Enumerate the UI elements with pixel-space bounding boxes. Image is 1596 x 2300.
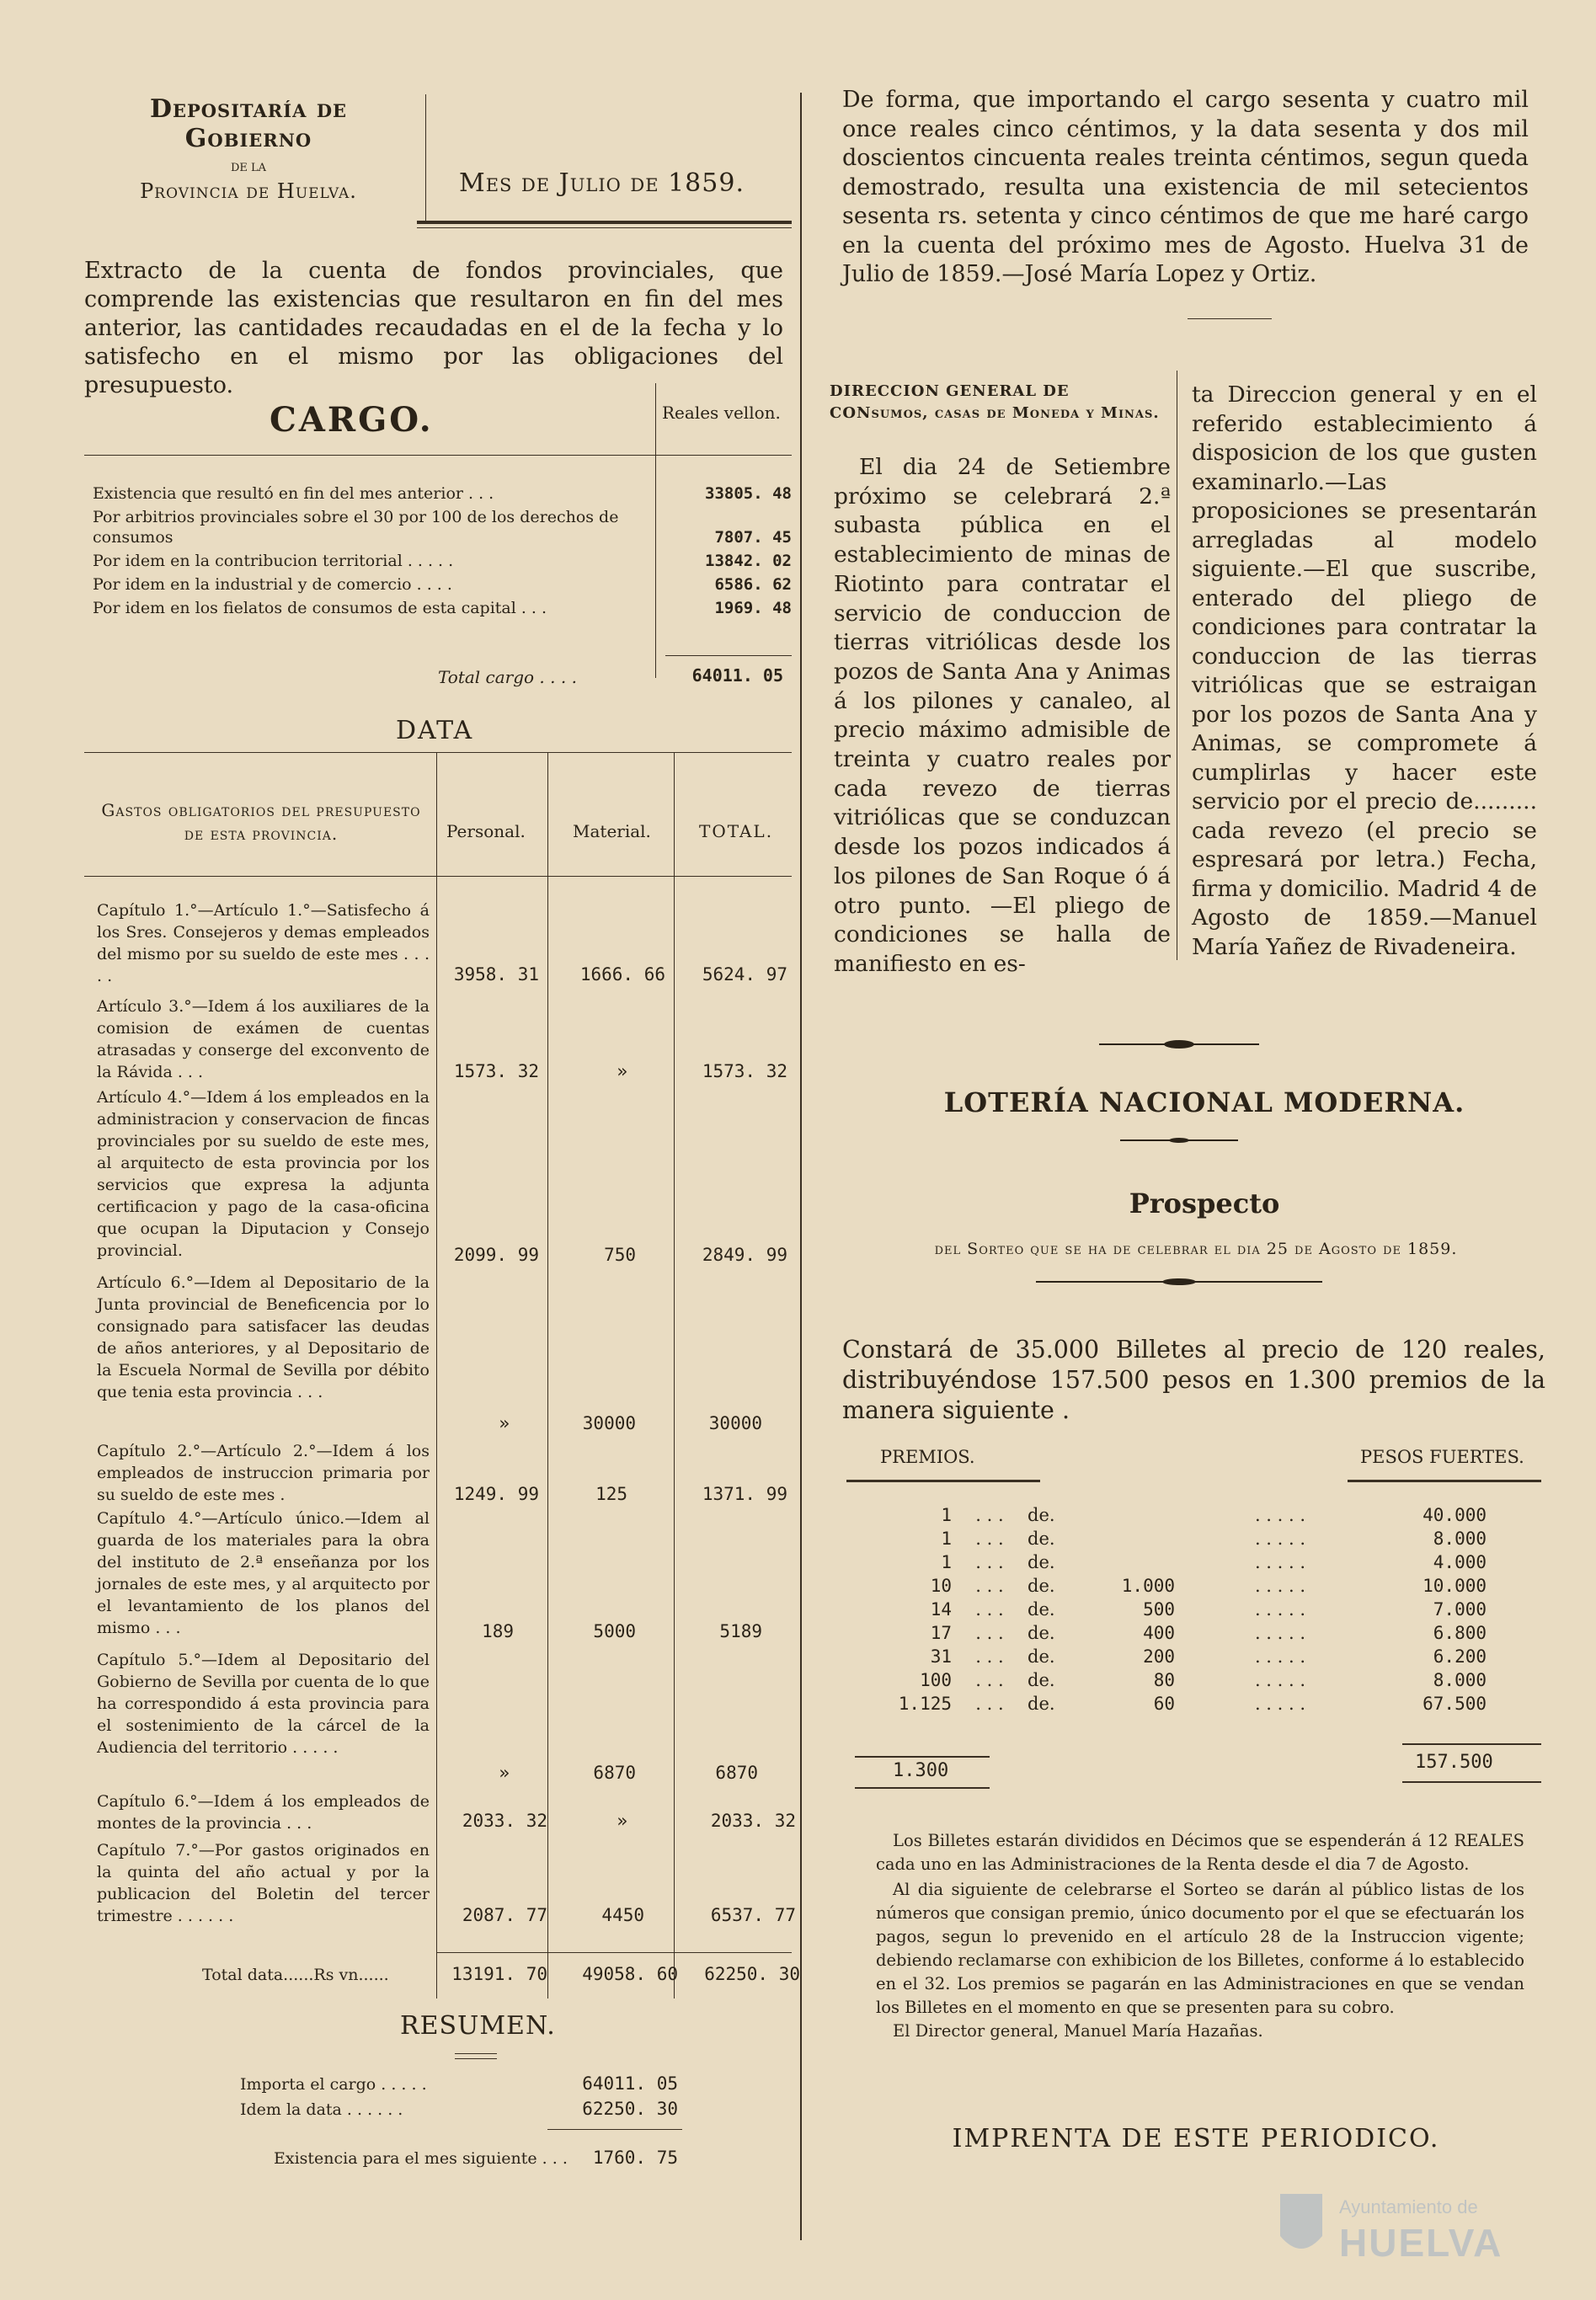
prize-total: 40.000 xyxy=(1423,1505,1487,1525)
org-line2: DE LA xyxy=(230,162,267,174)
prize-count: 31 xyxy=(930,1646,952,1667)
prize-de: de. xyxy=(1028,1552,1055,1572)
data-row-label: Artículo 6.°—Idem al Depositario de la Junta provincial de Beneficencia por lo consignado para satisfacer las deudas de años anteriores, y al Depositario de la Escuela Normal de Sevilla por débito que tenia esta provincia . . . xyxy=(97,1273,430,1401)
data-row-material: 750 xyxy=(604,1245,636,1265)
data-row-personal: 2099. 99 xyxy=(453,1245,539,1265)
data-row-personal: 3958. 31 xyxy=(453,964,539,985)
month-rule xyxy=(417,221,792,224)
resumen-rule xyxy=(455,2058,497,2059)
data-row-material: 1666. 66 xyxy=(579,964,665,985)
prize-pesos-bottom-rule xyxy=(1402,1781,1541,1783)
gastos-header: Gastos obligatorios del presupuesto de esta provincia. xyxy=(101,800,421,844)
prize-dots: . . . . . xyxy=(1254,1694,1306,1714)
lottery-note: Los Billetes estarán divididos en Décimos que se espenderán á 12 REALES cada uno en las Administraciones de la Renta desde el dia 7 de Agosto. xyxy=(876,1831,1524,1874)
data-row-label: Capítulo 1.°—Artículo 1.°—Satisfecho á los Sres. Consejeros y demas empleados del mismo por su sueldo de este mes . . . . . xyxy=(97,901,430,985)
resumen-rule xyxy=(455,2053,497,2054)
watermark-line1: Ayuntamiento de xyxy=(1339,2196,1478,2217)
prize-table xyxy=(876,1503,1516,1716)
prize-amount: 60 xyxy=(1153,1694,1175,1714)
cargo-row-label: Por idem en los fielatos de consumos de esta capital . . . xyxy=(93,599,547,617)
prize-total: 10.000 xyxy=(1423,1576,1487,1596)
prize-count: 100 xyxy=(920,1670,952,1690)
data-row-total: 30000 xyxy=(708,1413,762,1433)
ornament-rule-3 xyxy=(1036,1273,1322,1289)
prize-de: de. xyxy=(1028,1694,1055,1714)
data-row-material: 30000 xyxy=(582,1413,636,1433)
prize-dots: . . . xyxy=(975,1623,1004,1643)
cargo-row-value: 1969. 48 xyxy=(714,599,792,617)
prize-row xyxy=(876,1692,1516,1716)
data-row-personal: 1249. 99 xyxy=(453,1484,539,1504)
prize-row xyxy=(876,1645,1516,1668)
prize-dots: . . . . . xyxy=(1254,1505,1306,1525)
prize-total: 67.500 xyxy=(1423,1694,1487,1714)
cargo-title: CARGO. xyxy=(270,400,434,440)
data-row-total: 5624. 97 xyxy=(702,964,787,985)
ornament-icon xyxy=(1036,1278,1322,1286)
prize-total-bottom-rule xyxy=(855,1787,990,1789)
cargo-row xyxy=(93,598,792,618)
data-row-material: » xyxy=(617,1061,627,1081)
ornament-icon xyxy=(1099,1038,1259,1050)
data-row-label: Artículo 3.°—Idem á los auxiliares de la comision de exámen de cuentas atrasadas y conserge del exconvento de la Rávida . . . xyxy=(97,997,430,1081)
data-row-personal: 189 xyxy=(482,1621,514,1641)
col-personal-header: Personal. xyxy=(446,821,526,841)
cargo-row-value: 13842. 02 xyxy=(705,552,792,570)
month-rule-thin xyxy=(417,227,792,228)
prospecto-title: Prospecto xyxy=(1129,1187,1280,1219)
prize-count-total-rule xyxy=(855,1756,990,1758)
data-row-label: Capítulo 7.°—Por gastos originados en la quinta del año actual y por la publicacion del Boletin del tercer trimestre . . . . . . xyxy=(97,1841,430,1925)
prize-dots: . . . xyxy=(975,1694,1004,1714)
prize-count: 1 xyxy=(941,1505,952,1525)
header-org xyxy=(84,94,413,203)
prize-amount: 400 xyxy=(1143,1623,1175,1643)
cargo-row xyxy=(93,551,792,571)
prize-count: 1 xyxy=(941,1552,952,1572)
ornament-icon xyxy=(1120,1136,1238,1145)
sorteo-line: del Sorteo que se ha de celebrar el dia 25 de Agosto de 1859. xyxy=(934,1240,1458,1258)
prize-dots: . . . . . xyxy=(1254,1599,1306,1620)
data-row-total: 6537. 77 xyxy=(710,1905,796,1925)
prize-dots: . . . xyxy=(975,1670,1004,1690)
data-row-material: 5000 xyxy=(593,1621,636,1641)
data-total-total: 62250. 30 xyxy=(704,1964,800,1984)
data-row-material: 125 xyxy=(595,1484,627,1504)
cargo-header-rule xyxy=(84,455,792,456)
data-row-personal: » xyxy=(499,1763,510,1783)
closing-paragraph: De forma, que importando el cargo sesenta y cuatro mil once reales cinco céntimos, y la data sesenta y dos mil doscientos cincuenta reales treinta céntimos, segun queda demostrado, resulta una existencia de mil setecientos sesenta rs. setenta y cinco céntimos de que me haré cargo en la cuenta del próximo mes de Agosto. Huelva 31 de Julio de 1859.—José María Lopez y Ortiz. xyxy=(842,87,1529,287)
mines-left-text: El dia 24 de Setiembre próximo se celebrará 2.ª subasta pública en el establecimiento de minas de Riotinto para contratar el servicio de conduccion de tierras vitriólicas desde los pozos de Santa Ana y Animas á los pilones y canaleo, al precio máximo admisible de treinta y cuatro reales por cada revezo de tierras vitriólicas que se conduzcan desde los pozos indicados á los pilones de San Roque ó á otro punto. —El pliego de condiciones se halla de manifiesto en es- xyxy=(834,454,1171,977)
col-premios-header: PREMIOS. xyxy=(880,1447,975,1467)
data-row-material: » xyxy=(617,1811,627,1831)
data-total-rule xyxy=(436,1952,792,1953)
data-total-label: Total data......Rs vn...... xyxy=(202,1966,389,1984)
prize-total-pesos: 157.500 xyxy=(1415,1752,1493,1773)
data-col-rule-3 xyxy=(674,752,675,1998)
prize-dots: . . . xyxy=(975,1599,1004,1620)
col-total-header: TOTAL. xyxy=(699,821,774,841)
data-header-top-rule xyxy=(84,752,792,753)
prize-count: 1 xyxy=(941,1529,952,1549)
resumen-data-value: 62250. 30 xyxy=(582,2099,678,2119)
data-col-rule-2 xyxy=(547,752,548,1998)
data-row-total: 6870 xyxy=(715,1763,758,1783)
lottery-title: LOTERÍA NACIONAL MODERNA. xyxy=(943,1086,1465,1118)
prize-row xyxy=(876,1574,1516,1598)
prize-de: de. xyxy=(1028,1529,1055,1549)
prize-total: 7.000 xyxy=(1433,1599,1487,1620)
prize-amount: 200 xyxy=(1143,1646,1175,1667)
prize-de: de. xyxy=(1028,1599,1055,1620)
data-title: DATA xyxy=(396,716,474,745)
data-row-label: Capítulo 2.°—Artículo 2.°—Idem á los empleados de instruccion primaria por su sueldo de este mes . xyxy=(97,1442,430,1504)
cargo-row xyxy=(93,574,792,595)
cargo-total-value: 64011. 05 xyxy=(691,665,783,686)
cargo-total-rule xyxy=(665,655,792,656)
lottery-note: Al dia siguiente de celebrarse el Sorteo se darán al público listas de los números que consigan premio, único documento por el que se efectuarán los pagos, segun lo prevenido en el artículo 28 de la Instruccion vigente; debiendo reclamarse con exhibicion de los Billetes, conforme á lo establecido en el 32. Los premios se pagarán en las Administraciones en que se vendan los Billetes en el momento en que se presenten para su cobro. xyxy=(876,1880,1524,2017)
prize-amount xyxy=(1078,1527,1175,1550)
prize-de: de. xyxy=(1028,1576,1055,1596)
prize-pesos-total-rule xyxy=(1402,1743,1541,1745)
cargo-table xyxy=(93,483,792,622)
prize-dots: . . . . . xyxy=(1254,1623,1306,1643)
data-row-label: Artículo 4.°—Idem á los empleados en la administracion y conservacion de fincas provinciales por su sueldo de este mes, al arquitecto de esta provincia por los servicios que expresa la adjunta certificacion y pago de la casa-oficina que ocupan la Diputacion y Consejo provincial. xyxy=(97,1088,430,1260)
cargo-row-value: 6586. 62 xyxy=(714,575,792,594)
prize-row xyxy=(876,1550,1516,1574)
prize-count: 17 xyxy=(930,1623,952,1643)
prize-dots: . . . xyxy=(975,1576,1004,1596)
data-row-label: Capítulo 5.°—Idem al Depositario del Gobierno de Sevilla por cuenta de lo que ha correspondido á esta provincia para el sostenimiento de la cárcel de la Audiencia del territorio . . . . . xyxy=(97,1651,430,1757)
prize-de: de. xyxy=(1028,1670,1055,1690)
resumen-total-rule xyxy=(547,2129,682,2130)
prize-amount xyxy=(1078,1503,1175,1527)
prize-dots: . . . . . xyxy=(1254,1529,1306,1549)
pesos-rule xyxy=(1348,1480,1541,1482)
cargo-row-label: Por arbitrios provinciales sobre el 30 por 100 de los derechos de consumos xyxy=(93,508,619,547)
prize-amount: 80 xyxy=(1153,1670,1175,1690)
prize-total: 8.000 xyxy=(1433,1670,1487,1690)
lottery-intro: Constará de 35.000 Billetes al precio de 120 reales, distribuyéndose 157.500 pesos en 1.300 premios de la manera siguiente . xyxy=(842,1336,1545,1424)
data-row-personal: 2033. 32 xyxy=(462,1811,547,1831)
data-row-label: Capítulo 6.°—Idem á los empleados de montes de la provincia . . . xyxy=(97,1792,430,1833)
data-row-label: Capítulo 4.°—Artículo único.—Idem al guarda de los materiales para la obra del instituto de 2.ª enseñanza por los jornales de este mes, y al arquitecto por el levantamiento de los planos del mismo . . . xyxy=(97,1509,430,1637)
prize-dots: . . . xyxy=(975,1552,1004,1572)
ornament-rule-1 xyxy=(1099,1036,1259,1054)
cargo-row-value: 33805. 48 xyxy=(705,484,792,503)
prize-dots: . . . xyxy=(975,1505,1004,1525)
resumen-exist-label: Existencia para el mes siguiente . . . xyxy=(274,2149,568,2168)
prize-count: 1.125 xyxy=(898,1694,952,1714)
resumen-data-label: Idem la data . . . . . . xyxy=(240,2100,403,2119)
ornament-rule-2 xyxy=(1120,1132,1238,1148)
col-material-header: Material. xyxy=(573,821,651,841)
data-total-personal: 13191. 70 xyxy=(451,1964,547,1984)
prize-count: 10 xyxy=(930,1576,952,1596)
prize-row xyxy=(876,1598,1516,1621)
data-row-material: 6870 xyxy=(593,1763,636,1783)
data-total-material: 49058. 60 xyxy=(582,1964,678,1984)
data-row-personal: » xyxy=(499,1413,510,1433)
cargo-row xyxy=(93,507,792,547)
prize-row xyxy=(876,1527,1516,1550)
cargo-row-label: Por idem en la industrial y de comercio . . . . xyxy=(93,575,452,594)
data-header-bottom-rule xyxy=(84,876,792,877)
prize-total: 6.800 xyxy=(1433,1623,1487,1643)
prize-row xyxy=(876,1621,1516,1645)
data-row-personal: 1573. 32 xyxy=(453,1061,539,1081)
data-row-total: 1371. 99 xyxy=(702,1484,787,1504)
extract-paragraph: Extracto de la cuenta de fondos provinciales, que comprende las existencias que resultaron en fin del mes anterior, las cantidades recaudadas en el de la fecha y lo satisfecho en el mismo por las obligaciones del presupuesto. xyxy=(84,258,783,398)
prize-dots: . . . . . xyxy=(1254,1670,1306,1690)
watermark-logo xyxy=(1276,2190,1562,2270)
prize-de: de. xyxy=(1028,1646,1055,1667)
resumen-cargo-value: 64011. 05 xyxy=(582,2073,678,2094)
cargo-row xyxy=(93,483,792,504)
premios-rule xyxy=(846,1480,1040,1482)
cargo-row-label: Existencia que resultó en fin del mes anterior . . . xyxy=(93,484,494,503)
watermark-line2: HUELVA xyxy=(1339,2221,1503,2265)
data-row-material: 4450 xyxy=(601,1905,644,1925)
prize-dots: . . . . . xyxy=(1254,1552,1306,1572)
prize-total-count: 1.300 xyxy=(893,1760,949,1781)
prize-dots: . . . . . xyxy=(1254,1576,1306,1596)
prize-de: de. xyxy=(1028,1623,1055,1643)
data-row-personal: 2087. 77 xyxy=(462,1905,547,1925)
org-line3: Provincia de Huelva. xyxy=(140,179,357,203)
cargo-row-value: 7807. 45 xyxy=(714,528,792,547)
prize-amount: 500 xyxy=(1143,1599,1175,1620)
prize-row xyxy=(876,1503,1516,1527)
data-row-total: 1573. 32 xyxy=(702,1061,787,1081)
data-row-total: 5189 xyxy=(719,1621,762,1641)
data-col-rule-1 xyxy=(436,752,437,1998)
prize-total: 8.000 xyxy=(1433,1529,1487,1549)
prize-dots: . . . xyxy=(975,1529,1004,1549)
prize-de: de. xyxy=(1028,1505,1055,1525)
cargo-row-label: Por idem en la contribucion territorial . . . . . xyxy=(93,552,454,570)
resumen-cargo-label: Importa el cargo . . . . . xyxy=(240,2075,427,2094)
prize-total: 6.200 xyxy=(1433,1646,1487,1667)
org-line1: Depositaría de Gobierno xyxy=(149,94,348,153)
prize-total: 4.000 xyxy=(1433,1552,1487,1572)
prize-dots: . . . xyxy=(975,1646,1004,1667)
cargo-total-label: Total cargo . . . . xyxy=(438,667,577,687)
cargo-col-header: Reales vellon. xyxy=(662,403,781,423)
resumen-title: RESUMEN. xyxy=(400,2011,556,2041)
data-row-total: 2849. 99 xyxy=(702,1245,787,1265)
prize-dots: . . . . . xyxy=(1254,1646,1306,1667)
shield-icon xyxy=(1276,2190,1326,2265)
imprenta-line: IMPRENTA DE ESTE PERIODICO. xyxy=(952,2124,1440,2153)
closing-rule xyxy=(1188,318,1272,319)
mines-right-text: ta Direccion general y en el referido establecimiento á disposicion de los que gusten examinarlo.—Las proposiciones se presentarán arregladas al modelo siguiente.—El que suscribe, enterado del pliego de condiciones para contratar la conduccion de las tierras vitriólicas que se estraigan por los pozos de Santa Ana y Animas, se compromete á cumplirlas y hacer este servicio por el precio de......... cada revezo (el precio se espresará por letra.) Fecha, firma y domicilio. Madrid 4 de Agosto de 1859.—Manuel María Yañez de Rivadeneira. xyxy=(1192,382,1537,960)
prize-amount: 1.000 xyxy=(1121,1576,1175,1596)
mines-header: DIRECCION GENERAL DE CONsumos, casas de Moneda y Minas. xyxy=(830,382,1160,422)
prize-row xyxy=(876,1668,1516,1692)
prize-amount xyxy=(1078,1550,1175,1574)
column-divider xyxy=(800,93,802,2240)
header-divider xyxy=(425,94,426,221)
lottery-signature: El Director general, Manuel María Hazañas. xyxy=(893,2021,1263,2041)
col-pesos-header: PESOS FUERTES. xyxy=(1360,1447,1524,1467)
prize-count: 14 xyxy=(930,1599,952,1620)
data-row-total: 2033. 32 xyxy=(710,1811,796,1831)
month-title: Mes de Julio de 1859. xyxy=(459,168,745,198)
resumen-exist-value: 1760. 75 xyxy=(592,2148,678,2168)
